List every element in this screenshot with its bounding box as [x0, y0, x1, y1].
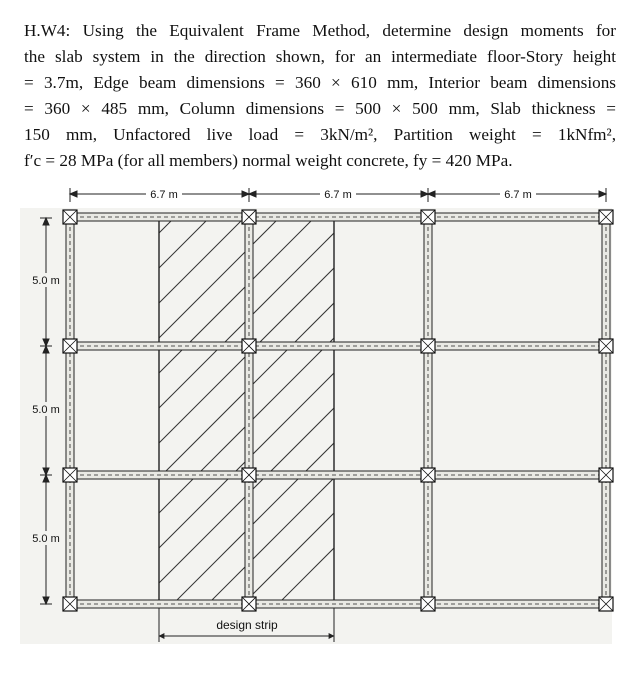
problem-line-5: 150 mm, Unfactored live load = 3kN/m², Partition weight = 1kNfm²,: [24, 125, 616, 144]
span-y-label-1: 5.0 m: [32, 275, 60, 287]
problem-statement: [24, 18, 616, 174]
span-x-label-2: 6.7 m: [324, 189, 352, 201]
problem-line-6: f′c = 28 MPa (for all members) normal weight concrete, fy = 420 MPa.: [24, 151, 513, 170]
span-x-label-1: 6.7 m: [150, 189, 178, 201]
span-y-label-3: 5.0 m: [32, 533, 60, 545]
problem-line-1: H.W4: Using the Equivalent Frame Method, determine design moments for: [24, 21, 616, 40]
slab-plan-drawing: [16, 180, 616, 650]
span-y-label-2: 5.0 m: [32, 404, 60, 416]
problem-line-4: = 360 × 485 mm, Column dimensions = 500 × 500 mm, Slab thickness =: [24, 99, 616, 118]
problem-line-2: the slab system in the direction shown, for an intermediate floor-Story height: [24, 47, 616, 66]
span-x-label-3: 6.7 m: [504, 189, 532, 201]
problem-line-3: = 3.7m, Edge beam dimensions = 360 × 610 mm, Interior beam dimensions: [24, 73, 616, 92]
design-strip-label: design strip: [216, 618, 278, 632]
